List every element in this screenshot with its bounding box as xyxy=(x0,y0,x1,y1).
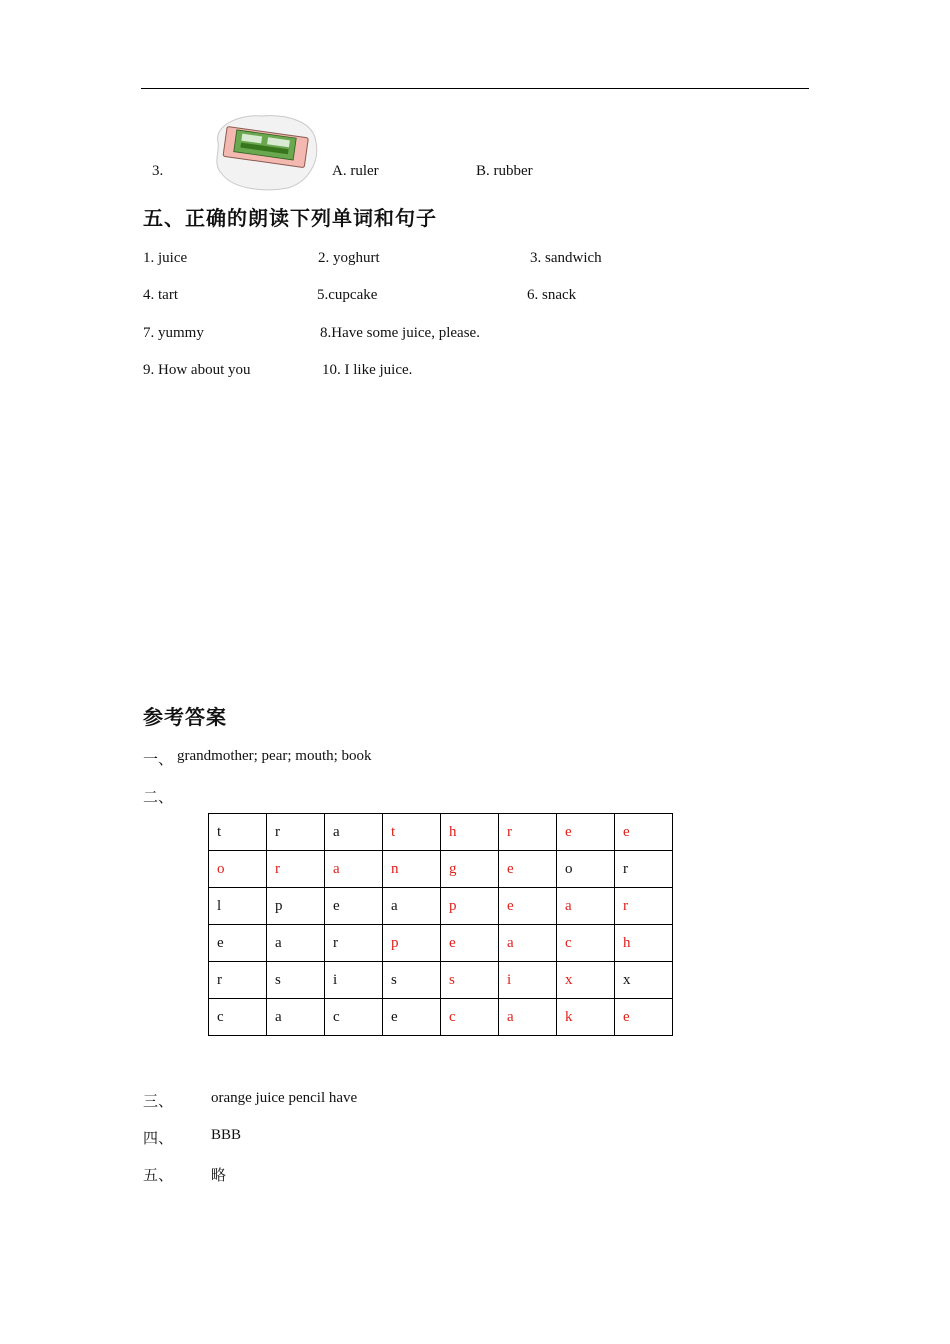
list-item: 1. juice xyxy=(143,250,188,266)
grid-cell: n xyxy=(383,851,441,888)
answer-text: BBB xyxy=(211,1127,242,1143)
grid-cell: r xyxy=(267,851,325,888)
grid-cell: p xyxy=(441,888,499,925)
grid-cell: c xyxy=(325,999,383,1036)
grid-row xyxy=(209,814,673,851)
answer-text: orange juice pencil have xyxy=(211,1090,358,1106)
eraser-picture xyxy=(210,112,320,192)
grid-cell: r xyxy=(267,814,325,851)
grid-cell: h xyxy=(441,814,499,851)
grid-cell: t xyxy=(209,814,267,851)
grid-cell: a xyxy=(499,925,557,962)
answers-title: 参考答案 xyxy=(143,705,227,729)
answer-label: 四、 xyxy=(143,1131,174,1147)
option-a: A. ruler xyxy=(332,163,379,179)
answer-text: 略 xyxy=(211,1168,227,1184)
grid-cell: e xyxy=(615,814,673,851)
grid-cell: e xyxy=(615,999,673,1036)
grid-cell: a xyxy=(325,814,383,851)
grid-cell: o xyxy=(209,851,267,888)
grid-cell: x xyxy=(557,962,615,999)
section-title: 五、正确的朗读下列单词和句子 xyxy=(143,206,437,230)
grid-cell: a xyxy=(557,888,615,925)
list-item: 10. I like juice. xyxy=(322,362,413,378)
grid-row xyxy=(209,925,673,962)
answer-label: 三、 xyxy=(143,1094,174,1110)
list-item: 6. snack xyxy=(527,287,577,303)
grid-cell: l xyxy=(209,888,267,925)
list-item: 2. yoghurt xyxy=(318,250,380,266)
grid-cell: c xyxy=(557,925,615,962)
grid-cell: c xyxy=(209,999,267,1036)
grid-cell: s xyxy=(267,962,325,999)
grid-cell: s xyxy=(441,962,499,999)
list-item: 9. How about you xyxy=(143,362,251,378)
grid-cell: i xyxy=(325,962,383,999)
grid-cell: i xyxy=(499,962,557,999)
grid-cell: r xyxy=(499,814,557,851)
grid-cell: a xyxy=(325,851,383,888)
grid-cell: r xyxy=(615,851,673,888)
grid-cell: a xyxy=(383,888,441,925)
answer-label: 五、 xyxy=(143,1168,174,1184)
grid-row xyxy=(209,888,673,925)
grid-cell: x xyxy=(615,962,673,999)
grid-cell: e xyxy=(499,851,557,888)
list-item: 3. sandwich xyxy=(530,250,602,266)
grid-cell: a xyxy=(499,999,557,1036)
grid-cell: e xyxy=(499,888,557,925)
grid-cell: e xyxy=(441,925,499,962)
grid-cell: h xyxy=(615,925,673,962)
grid-cell: r xyxy=(615,888,673,925)
header-rule xyxy=(141,88,809,89)
list-item: 4. tart xyxy=(143,287,178,303)
grid-cell: r xyxy=(209,962,267,999)
grid-cell: a xyxy=(267,925,325,962)
grid-cell: e xyxy=(383,999,441,1036)
question-number: 3. xyxy=(152,163,164,179)
grid-cell: r xyxy=(325,925,383,962)
grid-cell: a xyxy=(267,999,325,1036)
grid-cell: s xyxy=(383,962,441,999)
answer-text: grandmother; pear; mouth; book xyxy=(177,748,372,764)
list-item: 7. yummy xyxy=(143,325,204,341)
answer-label: 一、 xyxy=(143,752,174,768)
grid-row xyxy=(209,962,673,999)
grid-row xyxy=(209,851,673,888)
grid-cell: o xyxy=(557,851,615,888)
list-item: 5.cupcake xyxy=(317,287,378,303)
grid-cell: e xyxy=(557,814,615,851)
grid-cell: k xyxy=(557,999,615,1036)
grid-cell: g xyxy=(441,851,499,888)
grid-cell: p xyxy=(383,925,441,962)
grid-row xyxy=(209,999,673,1036)
list-item: 8.Have some juice, please. xyxy=(320,325,480,341)
grid-cell: e xyxy=(209,925,267,962)
word-search-grid xyxy=(208,813,673,1036)
answer-label: 二、 xyxy=(143,790,174,806)
grid-cell: c xyxy=(441,999,499,1036)
grid-cell: e xyxy=(325,888,383,925)
grid-cell: t xyxy=(383,814,441,851)
grid-cell: p xyxy=(267,888,325,925)
option-b: B. rubber xyxy=(476,163,533,179)
